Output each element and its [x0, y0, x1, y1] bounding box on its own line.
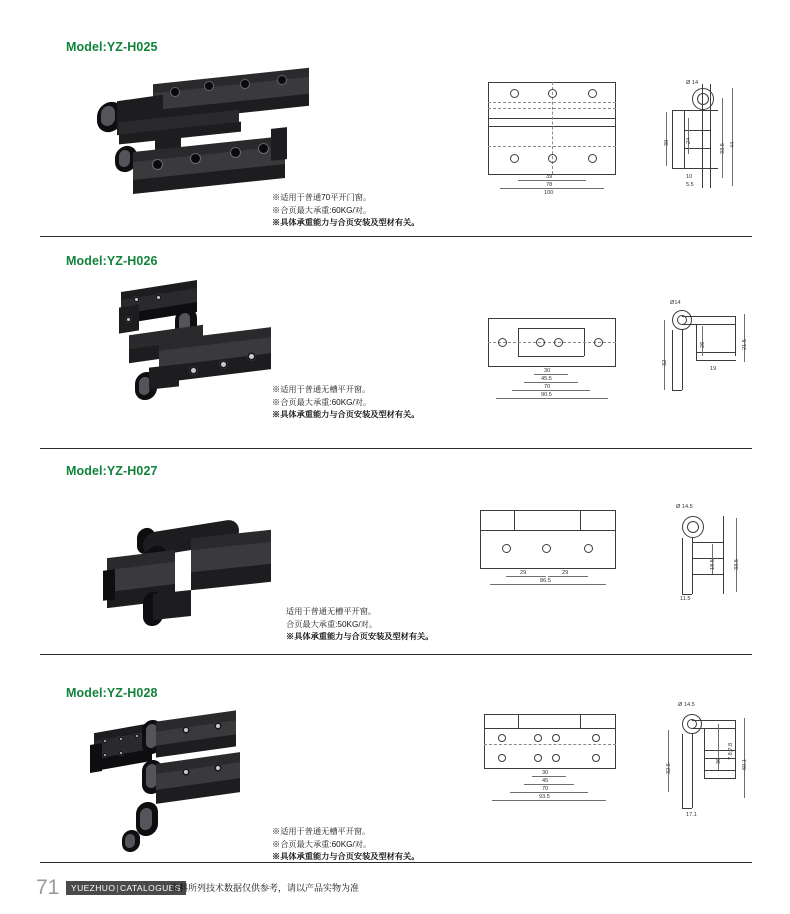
note-line: ※具体承重能力与合页安装及型材有关。 [286, 632, 434, 642]
dim-label: 100 [544, 190, 554, 196]
note-line: ※具体承重能力与合页安装及型材有关。 [272, 852, 420, 862]
note-line: ※具体承重能力与合页安装及型材有关。 [272, 410, 420, 420]
dim-label: 32 [662, 359, 668, 366]
section-divider [40, 654, 752, 655]
dim-label: 21.5 [742, 339, 748, 350]
product-section-yz-h026 [0, 238, 790, 450]
dim-label: 45 [542, 778, 549, 784]
note-line: ※具体承重能力与合页安装及型材有关。 [272, 218, 420, 228]
product-section-yz-h028 [0, 668, 790, 862]
spec-notes-yz-h028 [272, 826, 419, 864]
tech-drawing-side-yz-h026 [656, 296, 752, 406]
model-title: Model:YZ-H026 [66, 254, 158, 268]
brand-name: YUEZHUO [71, 883, 116, 893]
dim-label: 7.8;7.8 [728, 742, 734, 760]
note-line: ※合页最大承重:60KG/对。 [272, 205, 372, 215]
tech-drawing-front-yz-h028 [484, 714, 616, 814]
model-title: Model:YZ-H028 [66, 686, 158, 700]
page-footer [0, 862, 790, 914]
dim-label: 11.5 [680, 596, 691, 602]
page-number: 71 [36, 876, 60, 899]
product-photo-yz-h027 [95, 492, 275, 642]
dim-label: 30 [542, 770, 549, 776]
dim-label: 19 [710, 366, 717, 372]
section-divider [40, 236, 752, 237]
dim-label: 32.5 [666, 763, 672, 774]
dim-label: 30 [544, 368, 551, 374]
dim-label: 44 [730, 141, 736, 148]
brand-separator: | [116, 883, 119, 893]
tech-drawing-front-yz-h025 [488, 82, 616, 196]
footer-divider [40, 862, 752, 863]
note-line: 适用于普通无槽平开窗。 [286, 607, 377, 616]
tech-drawing-front-yz-h027 [480, 510, 616, 590]
dim-label: 29 [520, 570, 527, 576]
note-line: ※适用于普通无槽平开窗。 [272, 827, 371, 836]
spec-notes-yz-h025 [272, 192, 419, 230]
dim-label: 33.5 [734, 559, 740, 570]
product-photo-yz-h026 [115, 286, 285, 426]
spec-notes-yz-h027 [286, 606, 433, 644]
note-line: ※适用于普通无槽平开窗。 [272, 385, 371, 394]
tech-drawing-side-yz-h025 [662, 78, 752, 192]
tech-drawing-side-yz-h027 [660, 502, 752, 602]
note-line: ※合页最大承重:60KG/对。 [272, 397, 372, 407]
model-title: Model:YZ-H025 [66, 40, 158, 54]
product-section-yz-h027 [0, 450, 790, 668]
dim-label: 70 [542, 786, 549, 792]
dim-label: 93.5 [539, 794, 550, 800]
dim-label: 24 [686, 137, 692, 144]
note-line: ※适用于普通70平开门窗。 [272, 193, 372, 202]
spec-notes-yz-h026 [272, 384, 419, 422]
tech-drawing-front-yz-h026 [488, 318, 616, 414]
brand-badge [66, 881, 186, 895]
dim-label: 29 [562, 570, 569, 576]
note-line: 合页最大承重:50KG/对。 [286, 619, 377, 629]
dim-label: 78 [546, 182, 553, 188]
section-divider [40, 448, 752, 449]
dim-label: Ø 14.5 [676, 504, 693, 510]
footer-disclaimer: 资料所列技术数据仅供参考，请以产品实物为准 [170, 883, 360, 893]
dim-label: 5.5 [686, 182, 694, 188]
dim-label: 39 [664, 139, 670, 146]
dim-label: 36 [716, 757, 722, 764]
model-title: Model:YZ-H027 [66, 464, 158, 478]
dim-label: Ø 14.5 [678, 702, 695, 708]
dim-label: Ø 14 [686, 80, 699, 86]
product-section-yz-h025 [0, 0, 790, 238]
dim-label: Ø14 [670, 300, 681, 306]
dim-label: 70 [544, 384, 551, 390]
dim-label: 18.5 [710, 559, 716, 570]
product-photo-yz-h025 [95, 72, 285, 207]
brand-subtitle: CATALOGUES [119, 883, 181, 893]
dim-label: 90.5 [541, 392, 552, 398]
dim-label: 45.5 [541, 376, 552, 382]
note-line: ※合页最大承重:60KG/对。 [272, 839, 372, 849]
dim-label: 10 [686, 174, 693, 180]
dim-label: 33.5 [720, 143, 726, 154]
dim-label: 39 [546, 174, 553, 180]
dim-label: 17.1 [686, 812, 697, 818]
product-photo-yz-h028 [78, 710, 278, 860]
dim-label: 60.1 [742, 759, 748, 770]
dim-label: 26 [700, 341, 706, 348]
dim-label: 86.5 [540, 578, 551, 584]
tech-drawing-side-yz-h028 [658, 700, 752, 822]
